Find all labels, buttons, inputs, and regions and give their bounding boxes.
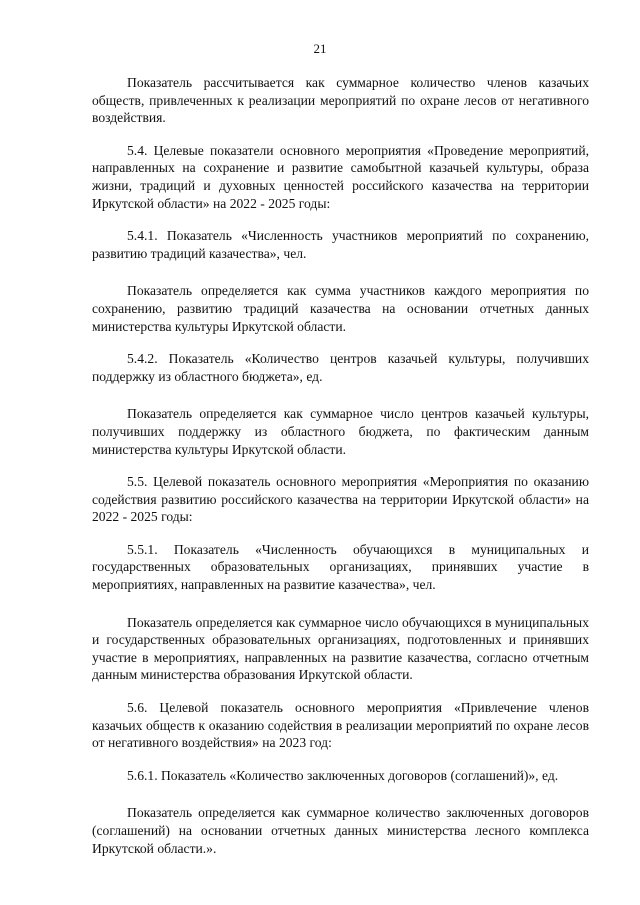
paragraph-section-5-5-1: 5.5.1. Показатель «Численность обучающихся в муниципальных и государственных образовательных организациях, принявших участие в мероприятиях, направленных на развитие казачества», чел. — [92, 541, 589, 593]
paragraph-section-5-4-1: 5.4.1. Показатель «Численность участников мероприятий по сохранению, развитию традиций казачества», чел. — [92, 228, 589, 261]
paragraph-5-4-2-definition: Показатель определяется как суммарное число центров казачьей культуры, получивших поддержку из областного бюджета, по фактическим данным министерства культуры Иркутской области. — [92, 406, 589, 457]
paragraph-section-5-6-1: 5.6.1. Показатель «Количество заключенных договоров (соглашений)», ед. — [127, 767, 559, 783]
paragraph-section-5-4-2: 5.4.2. Показатель «Количество центров казачьей культуры, получивших поддержку из областного бюджета», ед. — [92, 351, 589, 384]
paragraph-section-5-6: 5.6. Целевой показатель основного мероприятия «Привлечение членов казачьих обществ к оказанию содействия в реализации мероприятий по охране лесов от негативного воздействия» на 2023 год: — [92, 700, 589, 751]
page-number: 21 — [313, 41, 327, 56]
paragraph-section-5-4: 5.4. Целевые показатели основного мероприятия «Проведение мероприятий, направленных на сохранение и развитие самобытной казачьей культуры, образа жизни, традиций и духовных ценностей российского казачества на территории Иркутской области» на 2022 - 2025 годы: — [92, 142, 589, 211]
paragraph-5-5-1-definition: Показатель определяется как суммарное число обучающихся в муниципальных и государственных образовательных организациях, подготовленных и принявших участие в мероприятиях, направленных на развитие казачества, согласно отчетным данным министерства образования Иркутской области. — [92, 614, 589, 683]
document-body — [92, 74, 589, 857]
paragraph-5-4-1-definition: Показатель определяется как сумма участников каждого мероприятия по сохранению, развитию традиций казачества на основании отчетных данных министерства культуры Иркутской области. — [92, 283, 589, 334]
paragraph-indicator-calculation: Показатель рассчитывается как суммарное количество членов казачьих обществ, привлеченных к реализации мероприятий по охране лесов от негативного воздействия. — [92, 75, 589, 126]
paragraph-5-6-1-definition: Показатель определяется как суммарное количество заключенных договоров (соглашений) на основании отчетных данных министерства лесного комплекса Иркутской области.». — [92, 805, 589, 856]
paragraph-section-5-5: 5.5. Целевой показатель основного мероприятия «Мероприятия по оказанию содействия развитию российского казачества на территории Иркутской области» на 2022 - 2025 годы: — [92, 474, 589, 525]
